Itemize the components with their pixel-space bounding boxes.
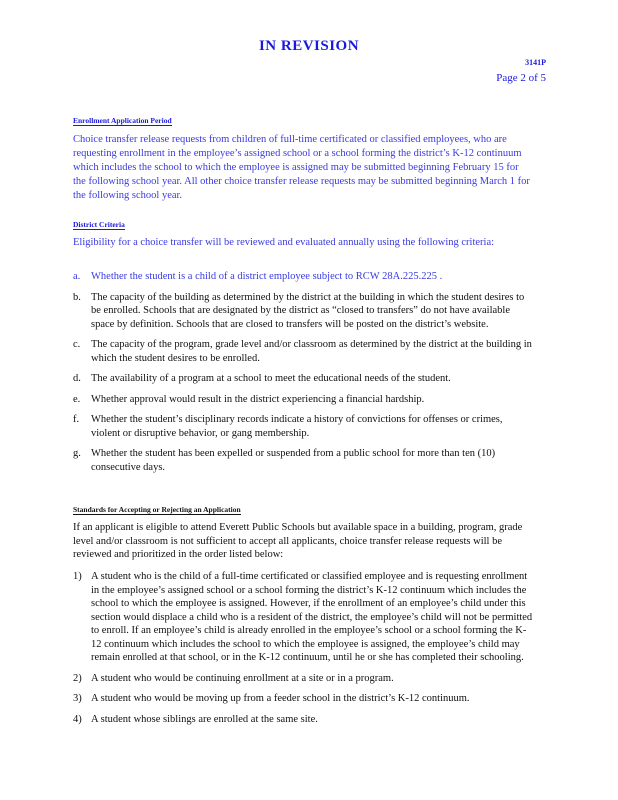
list-item-text: The capacity of the program, grade level and/or classroom as determined by the district at the building in which the student desires to be enrolled. xyxy=(91,339,532,364)
list-marker: 2) xyxy=(73,672,82,684)
standards-list xyxy=(73,570,533,726)
list-marker: a. xyxy=(73,271,81,282)
criteria-item xyxy=(73,270,533,284)
list-marker: b. xyxy=(73,291,81,303)
standards-intro: If an applicant is eligible to attend Everett Public Schools but available space in a building, program, grade level and/or classroom is not sufficient to accept all applicants, choice transfer release requests will be reviewed and prioritized in the order listed below: xyxy=(73,522,523,560)
criteria-item xyxy=(73,372,533,386)
list-item-text: A student who is the child of a full-time certificated or classified employee and is requesting enrollment in the employee’s assigned school or a school forming the district’s K-12 continuum which includes the school to which the employee is assigned. However, if the enrollment of an employee’s child under this section would displace a child who is a resident of the district, the employee’s child will not be permitted to enroll. If an employee’s child is already enrolled in the employee’s school or a school forming the K-12 continuum which includes the school to which the employee is assigned, the employee’s child may remain enrolled at that school, or in the K-12 continuum, until he or she has completed their schooling. xyxy=(91,571,533,663)
list-item-text: Whether approval would result in the district experiencing a financial hardship. xyxy=(91,393,425,405)
criteria-item xyxy=(73,447,533,474)
enrollment-period-heading: Enrollment Application Period xyxy=(73,116,172,125)
list-marker: 4) xyxy=(73,713,82,725)
list-marker: 3) xyxy=(73,693,82,704)
criteria-item xyxy=(73,338,533,365)
list-item-text: A student whose siblings are enrolled at the same site. xyxy=(91,713,318,725)
criteria-item xyxy=(73,291,533,332)
page-number: Page 2 of 5 xyxy=(496,72,546,84)
list-item-text: Whether the student’s disciplinary records indicate a history of convictions for offenses or crimes, violent or disruptive behavior, or gang membership. xyxy=(91,414,503,439)
standards-heading: Standards for Accepting or Rejecting an Application xyxy=(73,505,241,514)
list-item-text: Whether the student is a child of a district employee subject to RCW 28A.225.225 . xyxy=(91,271,443,282)
list-item-text: The capacity of the building as determined by the district at the building in which the student desires to be enrolled. Schools that are designated by the district as “closed to transfers” do not have available space by definition. Schools that are closed to transfers will be posted on the district’s website. xyxy=(91,291,525,330)
district-criteria-heading: District Criteria xyxy=(73,220,125,229)
criteria-intro: Eligibility for a choice transfer will be reviewed and evaluated annually using the following criteria: xyxy=(73,237,495,248)
list-marker: g. xyxy=(73,448,81,459)
standards-item xyxy=(73,672,533,686)
list-item-text: A student who would be moving up from a feeder school in the district’s K-12 continuum. xyxy=(91,693,470,704)
standards-item xyxy=(73,692,533,706)
list-marker: c. xyxy=(73,339,81,350)
standards-item xyxy=(73,570,533,665)
standards-item xyxy=(73,713,533,727)
criteria-list xyxy=(73,270,533,474)
list-marker: 1) xyxy=(73,571,82,582)
list-marker: f. xyxy=(73,414,80,425)
list-marker: e. xyxy=(73,393,81,405)
list-item-text: A student who would be continuing enrollment at a site or in a program. xyxy=(91,672,394,684)
list-marker: d. xyxy=(73,373,81,384)
criteria-item xyxy=(73,413,533,440)
criteria-item xyxy=(73,393,533,407)
enrollment-period-text: Choice transfer release requests from children of full-time certificated or classified employees, who are requesting enrollment in the employee’s assigned school or a school forming the district’s K-12 continuum which includes the school to which the employee is assigned may be submitted beginning February 15 for the following school year. All other choice transfer release requests may be submitted beginning March 1 for the following school year. xyxy=(73,134,530,201)
policy-number: 3141P xyxy=(525,58,546,67)
revision-title: IN REVISION xyxy=(258,38,360,54)
list-item-text: The availability of a program at a school to meet the educational needs of the student. xyxy=(91,373,451,384)
list-item-text: Whether the student has been expelled or suspended from a public school for more than ten (10) consecutive days. xyxy=(91,448,496,473)
